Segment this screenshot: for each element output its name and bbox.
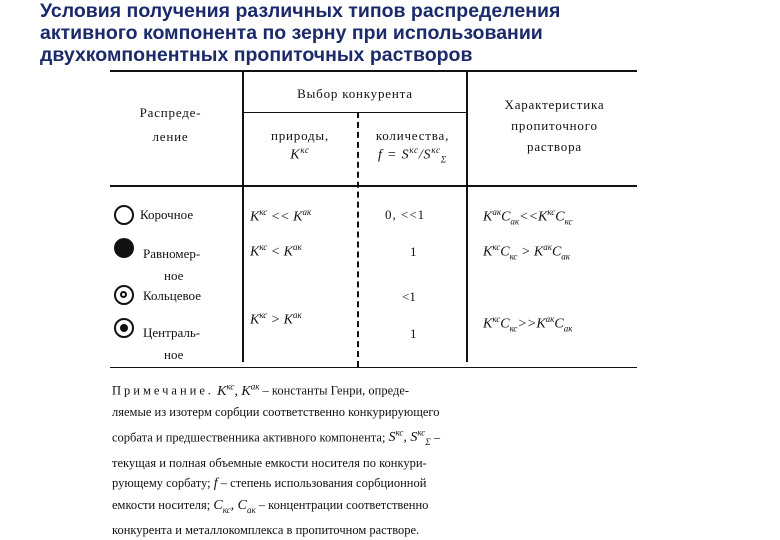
note-line-4: текущая и полная объемные емкости носителя по конкури- [112,455,427,470]
title-line-1: Условия получения различных типов распределения [40,0,561,22]
row-central-nature: $K^{кс} > K^{ак}$ [250,310,302,328]
table-note [112,376,647,540]
note-line-5: рующему сорбату; f – степень использования сорбционной [112,476,427,492]
row-shell-name: Корочное [140,207,194,222]
row-shell-solution: $K^{ак}C_{ак}<<K^{кс}C_{кс}$ [483,207,573,227]
note-line-1: Примечание. $K^{кс}$, $K^{ак}$ – константы Генри, опреде- [112,381,410,399]
note-line-3: сорбата и предшественника активного компонента; $S^{кс}$, $S^{кс}_\Sigma$ – [112,427,441,448]
header-bottom-rule [110,185,637,187]
row-ring-name: Кольцевое [143,288,201,303]
slide-title [40,0,680,66]
note-label: Примечание. [112,383,215,398]
column-divider-3 [466,70,468,362]
row-central-quantity: 1 [410,326,417,341]
row-central-solution: $K^{кс}C_{кс}>>K^{ак}C_{ак}$ [483,314,573,334]
competitor-subheader-rule [242,112,467,113]
header-competitor-choice: Выбор конкурента [297,86,413,101]
header-distribution: Распреде- ление [139,105,202,144]
table-top-rule [110,70,637,72]
central-distribution-icon [114,318,134,338]
title-line-2: активного компонента по зерну при использовании [40,22,543,44]
row-ring-quantity: <1 [402,289,416,304]
column-divider-1 [242,70,244,362]
table-bottom-rule [110,367,637,368]
note-line-7: конкурента и металлокомплекса в пропиточном растворе. [112,522,420,537]
row-shell-nature: $K^{кс} << K^{ак}$ [250,207,312,225]
title-line-3: двухкомпонентных пропиточных растворов [40,44,473,66]
column-divider-2 [357,112,359,367]
row-uniform-solution: $K^{кс}C_{кс} > K^{ак}C_{ак}$ [483,242,571,262]
row-central-name: Централь- ное [143,325,201,362]
ring-distribution-icon [114,285,134,305]
row-uniform-name: Равномер- ное [143,246,201,283]
shell-distribution-icon [114,205,134,225]
row-uniform-nature: $K^{кс} < K^{ак}$ [250,242,302,260]
row-uniform-quantity: 1 [410,244,417,259]
header-solution-characteristic: Характеристика пропиточного раствора [504,97,605,154]
note-line-2: ляемые из изотерм сорбции соответственно конкурирующего [112,405,440,420]
uniform-distribution-icon [114,238,134,258]
header-quantity: количества, $f = S^{кс}/S^{кс}_\Sigma$ [375,128,450,165]
note-line-6: емкости носителя; $C_{кс}$, $C_{ак}$ – концентрации соответственно [112,497,429,515]
header-nature: природы, $K^{кс}$ [270,128,330,163]
row-shell-quantity: 0, <<1 [385,207,426,222]
